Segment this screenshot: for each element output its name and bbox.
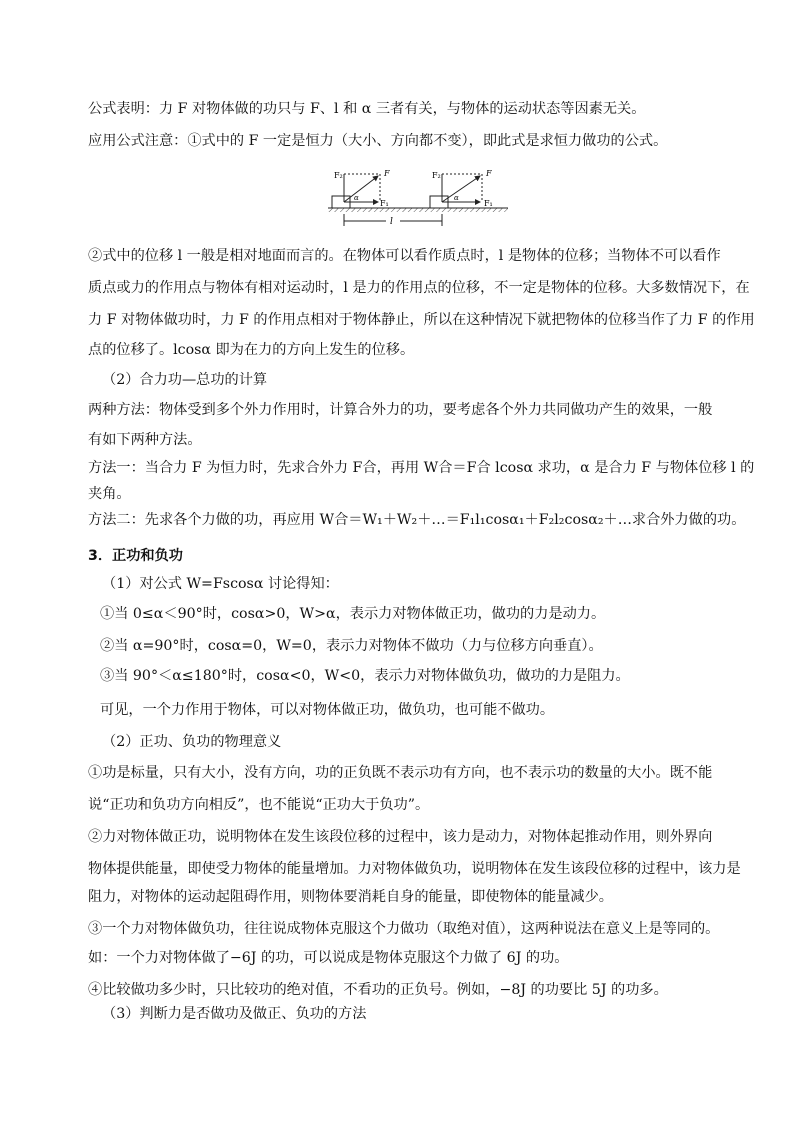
text-line: 方法一：当合力 F 为恒力时，先求合外力 F合，再用 W合＝F合 lcosα 求功，α 是合力 F 与物体位移 l 的 bbox=[88, 460, 755, 476]
label-f-1: F bbox=[384, 169, 390, 178]
label-f2-2: F₂ bbox=[432, 171, 441, 180]
text-line: 方法二：先求各个力做的功，再应用 W合＝W₁＋W₂＋…＝F₁l₁cosα₁＋F₂l₂cosα₂＋…求合外力做的功。 bbox=[88, 512, 746, 528]
text-line: 力 F 对物体做功时，力 F 的作用点相对于物体静止，所以在这种情况下就把物体的位移当作了力 F 的作用 bbox=[88, 312, 755, 328]
subsection-heading: （2）正功、负功的物理意义 bbox=[102, 734, 282, 750]
label-f-2: F bbox=[486, 169, 492, 178]
text-line: 说“正功和负功方向相反”，也不能说“正功大于负功”。 bbox=[88, 797, 430, 813]
text-line: ④比较做功多少时，只比较功的绝对值，不看功的正负号。例如，−8J 的功要比 5J 的功多。 bbox=[88, 982, 668, 998]
text-line: ②式中的位移 l 一般是相对地面而言的。在物体可以看作质点时，l 是物体的位移；当物体不可以看作 bbox=[88, 248, 721, 264]
force-arrow-2 bbox=[442, 176, 480, 202]
force-displacement-figure bbox=[320, 164, 520, 238]
text-line: ②力对物体做正功，说明物体在发生该段位移的过程中，该力是动力，对物体起推动作用，则外界向 bbox=[88, 829, 713, 845]
section-heading: 3．正功和负功 bbox=[88, 548, 183, 564]
text-line: 可见，一个力作用于物体，可以对物体做正功，做负功，也可能不做功。 bbox=[100, 702, 555, 718]
label-l: l bbox=[390, 217, 393, 227]
text-line: 公式表明：力 F 对物体做的功只与 F、l 和 α 三者有关，与物体的运动状态等因素无关。 bbox=[88, 101, 646, 117]
text-line: ③一个力对物体做负功，往往说成物体克服这个力做功（取绝对值），这两种说法在意义上是等同的。 bbox=[88, 921, 720, 937]
subsection-heading: （1）对公式 W=Fscosα 讨论得知： bbox=[102, 576, 339, 592]
text-line: 质点或力的作用点与物体有相对运动时，l 是力的作用点的位移，不一定是物体的位移。大多数情况下，在 bbox=[88, 280, 750, 296]
label-f1-1: F₁ bbox=[380, 199, 389, 208]
ground-hatch bbox=[328, 208, 508, 212]
label-alpha-1: α bbox=[354, 194, 359, 202]
subsection-heading: （3）判断力是否做功及做正、负功的方法 bbox=[102, 1006, 367, 1022]
text-line: ②当 α=90°时，cosα=0，W=0，表示力对物体不做功（力与位移方向垂直）。 bbox=[100, 638, 603, 654]
text-line: 两种方法：物体受到多个外力作用时，计算合外力的功，要考虑各个外力共同做功产生的效果，一般 bbox=[88, 402, 713, 418]
text-line: 有如下两种方法。 bbox=[88, 432, 202, 448]
section-heading: （2）合力功—总功的计算 bbox=[102, 372, 268, 388]
label-f2-1: F₂ bbox=[334, 171, 343, 180]
force-arrow-1 bbox=[344, 176, 378, 202]
text-line: 阻力，对物体的运动起阻碍作用，则物体要消耗自身的能量，即使物体的能量减少。 bbox=[88, 889, 613, 905]
label-alpha-2: α bbox=[454, 194, 459, 202]
text-line: 如：一个力对物体做了−6J 的功，可以说成是物体克服这个力做了 6J 的功。 bbox=[88, 950, 569, 966]
text-line: ①功是标量，只有大小，没有方向，功的正负既不表示功有方向，也不表示功的数量的大小。既不能 bbox=[88, 765, 713, 781]
text-line: 夹角。 bbox=[88, 486, 131, 502]
text-line: ①当 0≤α＜90°时，cosα>0，W>α，表示力对物体做正功，做功的力是动力。 bbox=[100, 606, 606, 622]
label-f1-2: F₁ bbox=[484, 199, 493, 208]
text-line: 物体提供能量，即使受力物体的能量增加。力对物体做负功，说明物体在发生该段位移的过程中，该力是 bbox=[88, 861, 741, 877]
text-line: 点的位移了。lcosα 即为在力的方向上发生的位移。 bbox=[88, 342, 415, 358]
text-line: ③当 90°＜α≤180°时，cosα<0，W<0，表示力对物体做负功，做功的力是阻力。 bbox=[100, 668, 630, 684]
text-line: 应用公式注意：①式中的 F 一定是恒力（大小、方向都不变），即此式是求恒力做功的公式。 bbox=[88, 133, 668, 149]
